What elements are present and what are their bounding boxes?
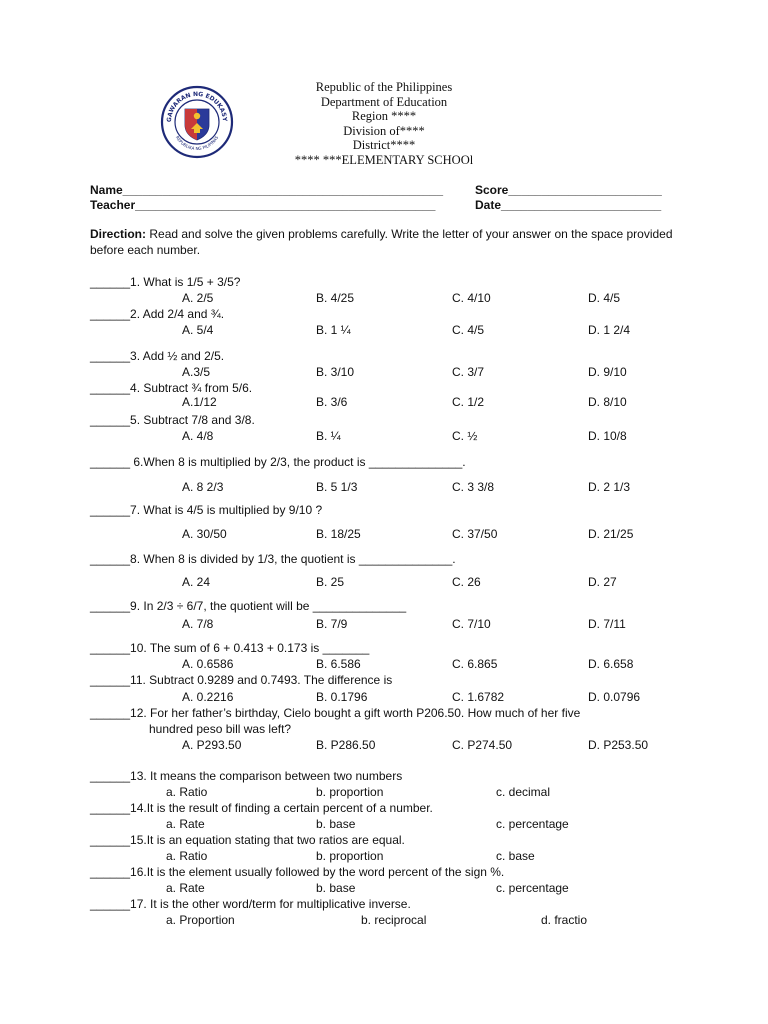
question-11: ______11. Subtract 0.9289 and 0.7493. The difference is <box>90 673 393 687</box>
question-2-choice-b[interactable]: B. 1 ¼ <box>316 323 351 337</box>
question-2-choice-a[interactable]: A. 5/4 <box>182 323 214 337</box>
question-5-choice-c[interactable]: C. ½ <box>452 429 478 443</box>
question-15: ______15.It is an equation stating that two ratios are equal. <box>90 833 405 847</box>
score-field[interactable]: Score_______________________ <box>475 183 662 197</box>
question-1: ______1. What is 1/5 + 3/5? <box>90 275 241 289</box>
question-16-choice-a[interactable]: a. Rate <box>166 881 205 895</box>
header-line-region: Region **** <box>351 109 417 123</box>
question-1-choice-d[interactable]: D. 4/5 <box>588 291 621 305</box>
question-2-choice-c[interactable]: C. 4/5 <box>452 323 485 337</box>
question-12-choice-d[interactable]: D. P253.50 <box>588 738 649 752</box>
question-5-choice-b[interactable]: B. ¼ <box>316 429 341 443</box>
question-15-choice-b[interactable]: b. proportion <box>316 849 384 863</box>
date-field[interactable]: Date________________________ <box>475 198 662 212</box>
question-6-choice-b[interactable]: B. 5 1/3 <box>316 480 358 494</box>
svg-text:REPUBLIKA NG PILIPINAS: REPUBLIKA NG PILIPINAS <box>174 134 220 152</box>
question-15-choice-a[interactable]: a. Ratio <box>166 849 208 863</box>
question-14-choice-c[interactable]: c. percentage <box>496 817 569 831</box>
question-17-choice-b[interactable]: b. reciprocal <box>361 913 427 927</box>
question-7-choice-c[interactable]: C. 37/50 <box>452 527 498 541</box>
question-10: ______10. The sum of 6 + 0.413 + 0.173 is _______ <box>90 641 370 655</box>
question-16: ______16.It is the element usually followed by the word percent of the sign %. <box>90 865 505 879</box>
question-9-choice-c[interactable]: C. 7/10 <box>452 617 491 631</box>
question-8-choice-c[interactable]: C. 26 <box>452 575 481 589</box>
question-8-choice-d[interactable]: D. 27 <box>588 575 617 589</box>
question-8: ______8. When 8 is divided by 1/3, the quotient is ______________. <box>90 552 456 566</box>
question-6: ______ 6.When 8 is multiplied by 2/3, the product is ______________. <box>90 455 466 469</box>
student-info <box>90 183 680 213</box>
question-2: ______2. Add 2/4 and ¾. <box>90 307 225 321</box>
question-13: ______13. It means the comparison between two numbers <box>90 769 403 783</box>
question-6-choice-c[interactable]: C. 3 3/8 <box>452 480 495 494</box>
question-5-choice-d[interactable]: D. 10/8 <box>588 429 627 443</box>
question-1-choice-a[interactable]: A. 2/5 <box>182 291 214 305</box>
question-1-choice-b[interactable]: B. 4/25 <box>316 291 355 305</box>
question-8-choice-b[interactable]: B. 25 <box>316 575 345 589</box>
question-11-choice-c[interactable]: C. 1.6782 <box>452 690 505 704</box>
question-13-choice-b[interactable]: b. proportion <box>316 785 384 799</box>
question-10-choice-b[interactable]: B. 6.586 <box>316 657 361 671</box>
name-field[interactable]: Name________________________________________________ <box>90 183 444 197</box>
question-6-choice-a[interactable]: A. 8 2/3 <box>182 480 224 494</box>
header-line-department: Department of Education <box>320 94 448 109</box>
question-12-line2 <box>90 722 690 737</box>
question-3-choice-a[interactable]: A.3/5 <box>182 365 211 379</box>
question-10-choice-d[interactable]: D. 6.658 <box>588 657 634 671</box>
direction-label: Direction: <box>90 227 147 241</box>
question-4: ______4. Subtract ¾ from 5/6. <box>90 381 253 395</box>
teacher-field[interactable]: Teacher_____________________________________________ <box>90 198 436 212</box>
question-13-choice-c[interactable]: c. decimal <box>496 785 551 799</box>
question-9-choice-d[interactable]: D. 7/11 <box>588 617 626 631</box>
question-5: ______5. Subtract 7/8 and 3/8. <box>90 413 255 427</box>
question-9: ______9. In 2/3 ÷ 6/7, the quotient will be ______________ <box>90 599 407 613</box>
svg-text:KAGAWARAN NG EDUKASYON: GAWARAN NG EDUKASY <box>165 90 229 123</box>
question-17-choice-c[interactable]: d. fractio <box>541 913 588 927</box>
question-7: ______7. What is 4/5 is multiplied by 9/10 ? <box>90 503 323 517</box>
school-header <box>0 80 768 167</box>
question-12: ______12. For her father’s birthday, Cielo bought a gift worth P206.50. How much of her five <box>90 706 581 720</box>
question-10-choice-c[interactable]: C. 6.865 <box>452 657 498 671</box>
question-13-choice-a[interactable]: a. Ratio <box>166 785 208 799</box>
question-9-choice-a[interactable]: A. 7/8 <box>182 617 214 631</box>
question-7-choice-a[interactable]: A. 30/50 <box>182 527 227 541</box>
question-7-choice-d[interactable]: D. 21/25 <box>588 527 634 541</box>
question-1-choice-c[interactable]: C. 4/10 <box>452 291 491 305</box>
question-16-choice-b[interactable]: b. base <box>316 881 356 895</box>
header-line-district: District**** <box>352 138 416 152</box>
question-12-choice-c[interactable]: C. P274.50 <box>452 738 513 752</box>
header-line-republic: Republic of the Philippines <box>315 80 453 94</box>
question-16-choice-c[interactable]: c. percentage <box>496 881 569 895</box>
question-3-choice-b[interactable]: B. 3/10 <box>316 365 355 379</box>
question-4-choice-a[interactable]: A.1/12 <box>182 395 217 409</box>
question-3-choice-d[interactable]: D. 9/10 <box>588 365 627 379</box>
question-10-choice-a[interactable]: A. 0.6586 <box>182 657 234 671</box>
question-14: ______14.It is the result of finding a certain percent of a number. <box>90 801 433 815</box>
question-4-choice-c[interactable]: C. 1/2 <box>452 395 485 409</box>
question-4-choice-b[interactable]: B. 3/6 <box>316 395 348 409</box>
question-12-choice-a[interactable]: A. P293.50 <box>182 738 242 752</box>
question-6-choice-d[interactable]: D. 2 1/3 <box>588 480 631 494</box>
question-15-choice-c[interactable]: c. base <box>496 849 535 863</box>
question-3: ______3. Add ½ and 2/5. <box>90 349 225 363</box>
question-7-choice-b[interactable]: B. 18/25 <box>316 527 361 541</box>
direction-paragraph <box>90 226 680 258</box>
question-3-choice-c[interactable]: C. 3/7 <box>452 365 485 379</box>
header-line-school: **** ***ELEMENTARY SCHOOl <box>294 152 474 167</box>
question-9-choice-b[interactable]: B. 7/9 <box>316 617 348 631</box>
header-line-division: Division of**** <box>343 123 425 138</box>
question-5-choice-a[interactable]: A. 4/8 <box>182 429 214 443</box>
question-11-choice-a[interactable]: A. 0.2216 <box>182 690 234 704</box>
question-17-choice-a[interactable]: a. Proportion <box>166 913 235 927</box>
question-4-choice-d[interactable]: D. 8/10 <box>588 395 627 409</box>
question-17: ______17. It is the other word/term for multiplicative inverse. <box>90 897 411 911</box>
question-12-choice-b[interactable]: B. P286.50 <box>316 738 376 752</box>
question-11-choice-d[interactable]: D. 0.0796 <box>588 690 641 704</box>
direction-text: Read and solve the given problems carefully. Write the letter of your answer on the space provided before each number. <box>90 227 673 257</box>
question-8-choice-a[interactable]: A. 24 <box>182 575 211 589</box>
question-14-choice-b[interactable]: b. base <box>316 817 356 831</box>
question-12-continuation: hundred peso bill was left? <box>149 722 292 736</box>
question-14-choice-a[interactable]: a. Rate <box>166 817 205 831</box>
question-2-choice-d[interactable]: D. 1 2/4 <box>588 323 631 337</box>
question-11-choice-b[interactable]: B. 0.1796 <box>316 690 368 704</box>
